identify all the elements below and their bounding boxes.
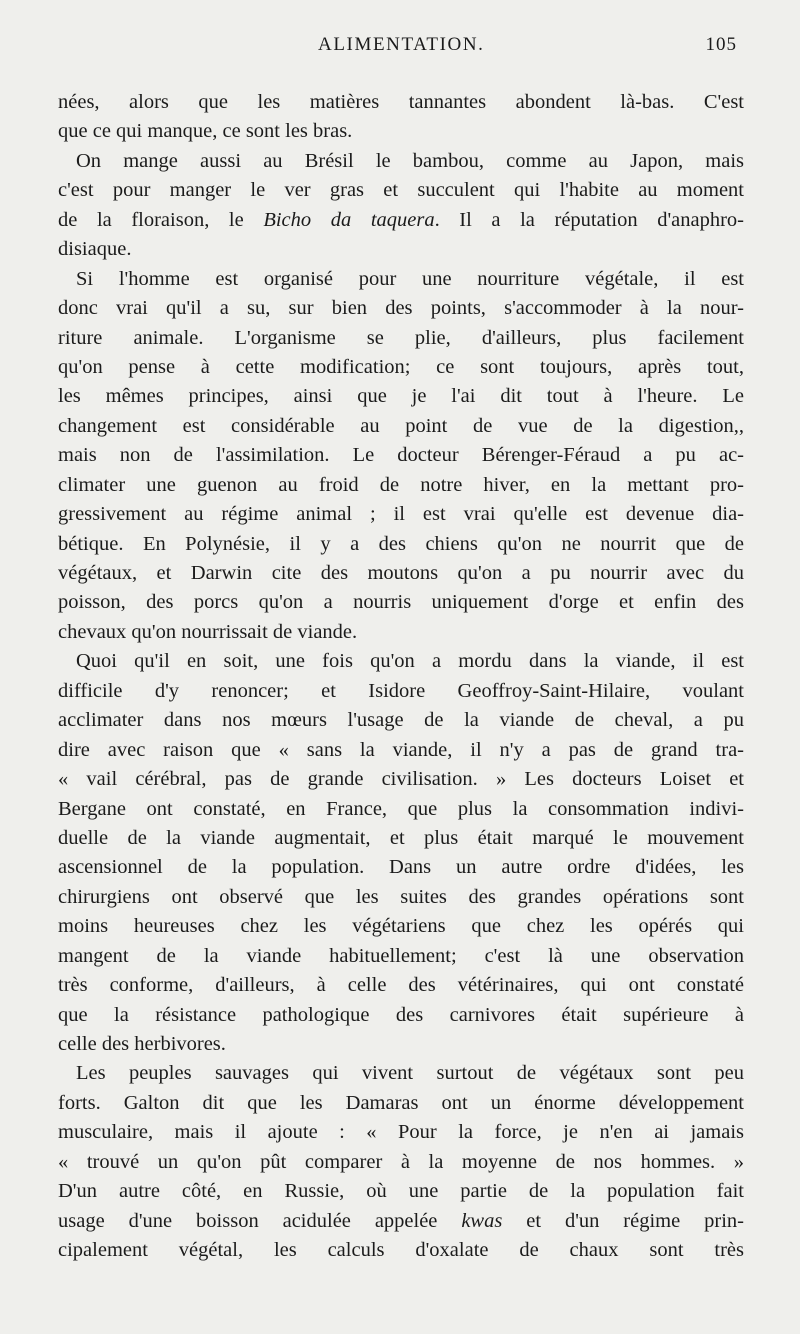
text-segment: musculaire, mais il ajoute : « Pour la force, je n'en ai jamais: [58, 1121, 744, 1144]
text-line: [58, 441, 744, 470]
text-line: [58, 1118, 744, 1147]
text-segment: Quoi qu'il en soit, une fois qu'on a mordu dans la viande, il est: [76, 650, 744, 673]
text-line: [58, 677, 744, 706]
text-line: [58, 1030, 744, 1059]
text-segment: végétaux, et Darwin cite des moutons qu'on a pu nourrir avec du: [58, 562, 744, 584]
text-segment: usage d'une boisson acidulée appelée: [58, 1209, 462, 1232]
text-segment: très conforme, d'ailleurs, à celle des vétérinaires, qui ont constaté: [58, 974, 744, 997]
text-line: [58, 971, 744, 1000]
text-line: [58, 1001, 744, 1030]
text-line: [58, 235, 744, 264]
text-line: [58, 647, 744, 676]
text-segment: ascensionnel de la population. Dans un autre ordre d'idées, les: [58, 856, 744, 879]
text-segment: mais non de l'assimilation. Le docteur Bérenger-Féraud a pu ac-: [58, 444, 744, 467]
text-line: [58, 117, 744, 146]
text-line: [58, 88, 744, 117]
text-line: [58, 206, 744, 235]
text-line: [58, 883, 744, 912]
text-segment: Si l'homme est organisé pour une nourriture végétale, il est: [76, 267, 744, 290]
body-text: [58, 88, 744, 1266]
text-segment: poisson, des porcs qu'on a nourris uniquement d'orge et enfin des: [58, 591, 744, 614]
text-segment: changement est considérable au point de vue de la digestion,,: [58, 414, 744, 437]
text-line: [58, 853, 744, 882]
text-line: [58, 824, 744, 853]
text-segment: Bergane ont constaté, en France, que plus la consommation indivi-: [58, 797, 744, 820]
italic-term: Bicho da taquera: [263, 208, 435, 231]
text-line: [58, 500, 744, 529]
italic-term: kwas: [461, 1209, 503, 1232]
text-segment: donc vrai qu'il a su, sur bien des points, s'accommoder à la nour-: [58, 297, 744, 320]
text-line: [58, 147, 744, 176]
text-line: [58, 1236, 744, 1265]
running-head: ALIMENTATION.: [318, 34, 485, 55]
text-segment: disiaque.: [58, 238, 132, 261]
text-segment: « vail cérébral, pas de grande civilisation. » Les docteurs Loiset et: [58, 768, 744, 791]
text-line: [58, 471, 744, 500]
text-segment: c'est pour manger le ver gras et succulent qui l'habite au moment: [58, 179, 744, 202]
text-segment: D'un autre côté, en Russie, où une partie de la population fait: [58, 1180, 744, 1203]
text-line: [58, 1177, 744, 1206]
text-line: [58, 618, 744, 647]
text-segment: duelle de la viande augmentait, et plus était marqué le mouvement: [58, 826, 744, 849]
text-segment: celle des herbivores.: [58, 1033, 226, 1055]
text-segment: les mêmes principes, ainsi que je l'ai dit tout à l'heure. Le: [58, 385, 744, 408]
text-segment: On mange aussi au Brésil le bambou, comme au Japon, mais: [76, 149, 744, 172]
page-header: [0, 34, 800, 64]
text-segment: cipalement végétal, les calculs d'oxalate de chaux sont très: [58, 1239, 744, 1262]
text-segment: « trouvé un qu'on pût comparer à la moyenne de nos hommes. »: [58, 1150, 744, 1173]
text-segment: . Il a la réputation d'anaphro-: [434, 208, 745, 231]
text-segment: que la résistance pathologique des carnivores était supérieure à: [58, 1003, 744, 1026]
text-segment: riture animale. L'organisme se plie, d'ailleurs, plus facilement: [58, 326, 744, 349]
text-segment: de la floraison, le: [58, 208, 264, 231]
text-line: [58, 412, 744, 441]
text-line: [58, 912, 744, 941]
text-line: [58, 1059, 744, 1088]
text-line: [58, 265, 744, 294]
text-segment: acclimater dans nos mœurs l'usage de la viande de cheval, a pu: [58, 709, 744, 732]
text-line: [58, 588, 744, 617]
text-line: [58, 765, 744, 794]
text-line: [58, 353, 744, 382]
text-line: [58, 942, 744, 971]
text-line: [58, 176, 744, 205]
text-line: [58, 1089, 744, 1118]
text-segment: difficile d'y renoncer; et Isidore Geoffroy-Saint-Hilaire, voulant: [58, 679, 744, 702]
page-number: 105: [705, 34, 737, 55]
text-segment: forts. Galton dit que les Damaras ont un énorme développement: [58, 1091, 744, 1114]
text-line: [58, 530, 744, 559]
text-line: [58, 1207, 744, 1236]
text-segment: qu'on pense à cette modification; ce sont toujours, après tout,: [58, 355, 744, 378]
text-line: [58, 1148, 744, 1177]
text-segment: et d'un régime prin-: [502, 1209, 744, 1232]
text-segment: moins heureuses chez les végétariens que chez les opérés qui: [58, 915, 744, 938]
text-line: [58, 795, 744, 824]
text-segment: chevaux qu'on nourrissait de viande.: [58, 620, 358, 643]
text-line: [58, 706, 744, 735]
text-line: [58, 559, 744, 588]
text-segment: que ce qui manque, ce sont les bras.: [58, 120, 353, 143]
text-line: [58, 382, 744, 411]
text-segment: dire avec raison que « sans la viande, il n'y a pas de grand tra-: [58, 738, 744, 761]
text-segment: chirurgiens ont observé que les suites des grandes opérations sont: [58, 885, 744, 908]
text-line: [58, 294, 744, 323]
text-segment: mangent de la viande habituellement; c'est là une observation: [58, 944, 744, 967]
text-segment: climater une guenon au froid de notre hiver, en la mettant pro-: [58, 473, 744, 496]
text-line: [58, 736, 744, 765]
text-segment: nées, alors que les matières tannantes abondent là-bas. C'est: [58, 91, 744, 113]
text-segment: Les peuples sauvages qui vivent surtout de végétaux sont peu: [76, 1062, 744, 1085]
text-line: [58, 324, 744, 353]
text-segment: bétique. En Polynésie, il y a des chiens qu'on ne nourrit que de: [58, 532, 744, 555]
text-segment: gressivement au régime animal ; il est vrai qu'elle est devenue dia-: [58, 503, 744, 526]
